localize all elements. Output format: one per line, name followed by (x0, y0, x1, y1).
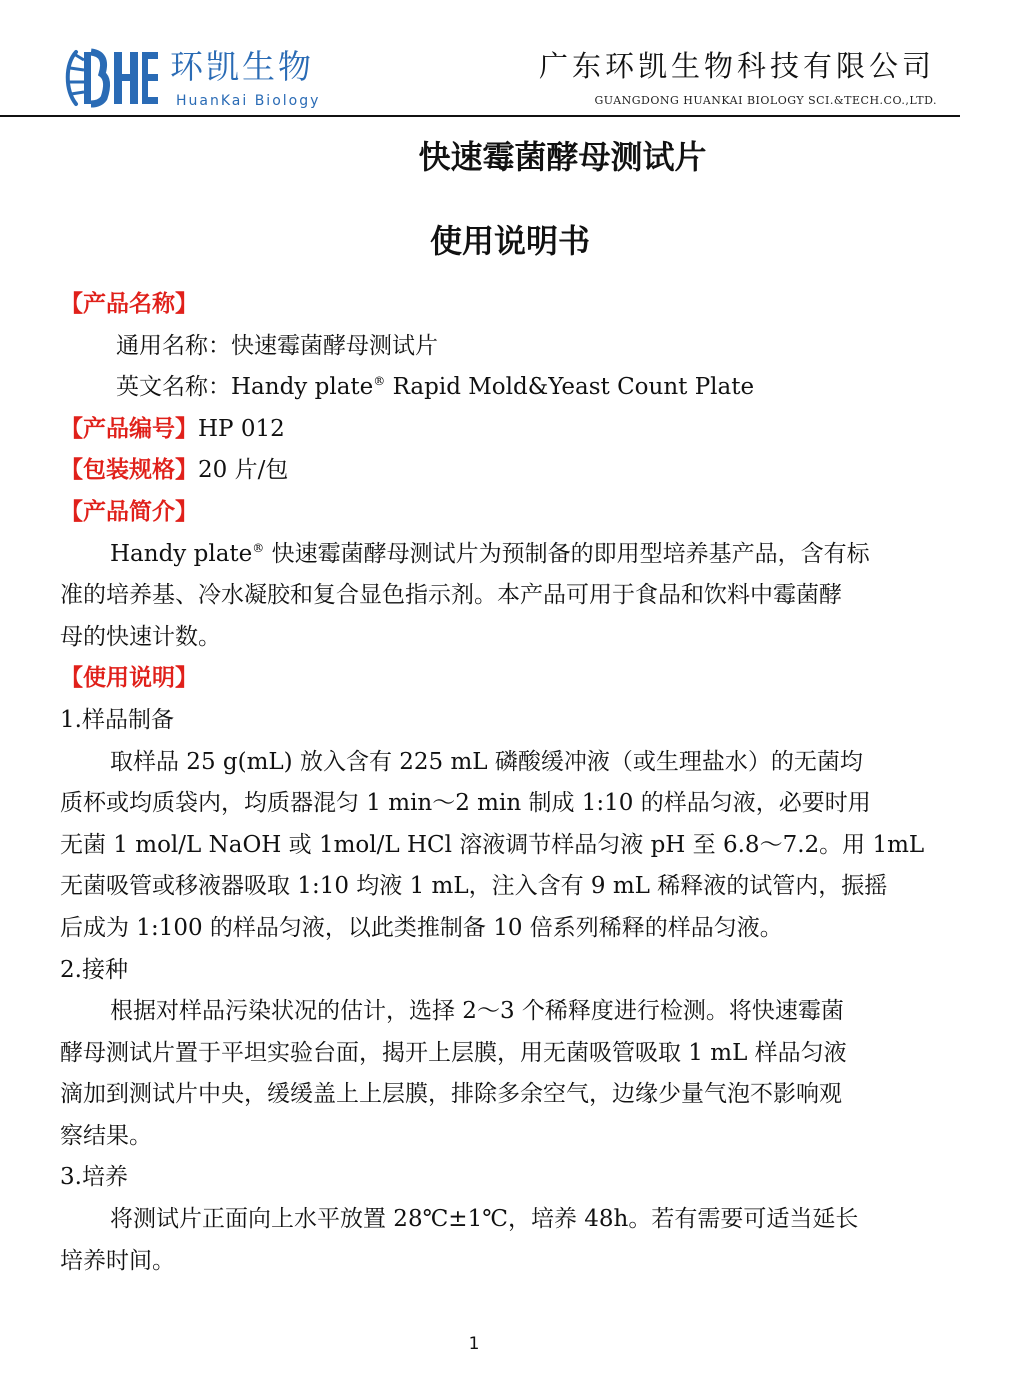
section-heading-packaging: 【包装规格】 (60, 457, 198, 484)
logo-text-cn: 环凯生物 (170, 47, 314, 86)
page-header (0, 0, 1020, 118)
step-text-line: 无菌吸管或移液器吸取 1:10 均液 1 mL，注入含有 9 mL 稀释液的试管内，振摇 (60, 873, 888, 900)
step-text-line: 无菌 1 mol/L NaOH 或 1mol/L HCl 溶液调节样品匀液 pH 至 6.8～7.2。用 1mL (60, 831, 925, 858)
intro-paragraph-line: 母的快速计数。 (60, 623, 221, 650)
registered-mark: ® (373, 374, 386, 389)
section-heading-intro: 【产品简介】 (60, 498, 198, 525)
step-title-sample-prep: 1.样品制备 (60, 706, 174, 733)
english-name-prefix: 英文名称：Handy plate (116, 374, 374, 401)
step-text-line: 将测试片正面向上水平放置 28℃±1℃，培养 48h。若有需要可适当延长 (110, 1206, 859, 1233)
intro-paragraph-line (60, 534, 960, 576)
intro-brand: Handy plate (110, 540, 253, 567)
page-number: 1 (468, 1334, 480, 1354)
header-divider (0, 115, 960, 117)
step-text-line: 滴加到测试片中央，缓缓盖上上层膜，排除多余空气，边缘少量气泡不影响观 (60, 1081, 842, 1108)
step-text-line: 取样品 25 g(mL) 放入含有 225 mL 磷酸缓冲液（或生理盐水）的无菌均 (110, 748, 863, 775)
step-text-line: 后成为 1:100 的样品匀液，以此类推制备 10 倍系列稀释的样品匀液。 (60, 914, 783, 941)
intro-paragraph-line: 准的培养基、冷水凝胶和复合显色指示剂。本产品可用于食品和饮料中霉菌酵 (60, 582, 842, 609)
step-text-line: 培养时间。 (60, 1247, 175, 1274)
section-heading-product-code: 【产品编号】 (60, 415, 198, 442)
product-code-line (60, 409, 960, 451)
packaging-value: 20 片/包 (198, 457, 289, 484)
english-name-suffix: Rapid Mold&Yeast Count Plate (385, 374, 755, 401)
step-text-line: 察结果。 (60, 1122, 152, 1149)
company-name-cn: 广东环凯生物科技有限公司 (538, 49, 935, 83)
step-text-line: 根据对样品污染状况的估计，选择 2～3 个稀释度进行检测。将快速霉菌 (110, 998, 844, 1025)
section-heading-product-name: 【产品名称】 (60, 291, 198, 317)
document-subtitle: 使用说明书 (429, 222, 590, 260)
intro-registered-mark: ® (252, 540, 265, 555)
huankai-logo-icon (62, 44, 162, 110)
document-title: 快速霉菌酵母测试片 (418, 138, 707, 176)
product-code-value: HP 012 (198, 415, 285, 442)
intro-text: 快速霉菌酵母测试片为预制备的即用型培养基产品，含有标 (264, 540, 870, 567)
step-text-line: 质杯或均质袋内，均质器混匀 1 min～2 min 制成 1:10 的样品匀液，必要时用 (60, 790, 871, 817)
logo-text-en: HuanKai Biology (176, 93, 321, 109)
packaging-line (60, 450, 960, 492)
company-name-en: GUANGDONG HUANKAI BIOLOGY SCI.&TECH.CO.,LTD. (594, 94, 937, 107)
step-text-line: 酵母测试片置于平坦实验台面，揭开上层膜，用无菌吸管吸取 1 mL 样品匀液 (60, 1039, 847, 1066)
step-title-inoculation: 2.接种 (60, 956, 128, 983)
step-title-incubation: 3.培养 (60, 1164, 128, 1191)
document-body (60, 284, 960, 1282)
generic-name: 通用名称：快速霉菌酵母测试片 (116, 332, 438, 359)
english-name (60, 367, 960, 409)
section-heading-usage: 【使用说明】 (60, 665, 198, 692)
